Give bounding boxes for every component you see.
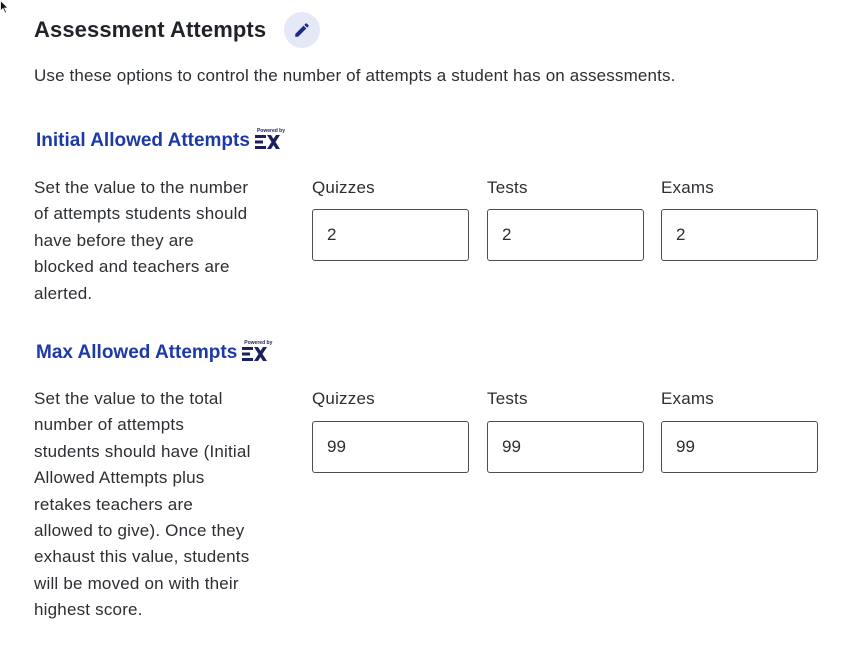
badge-caption: Powered by bbox=[256, 128, 286, 134]
section-title: Max Allowed Attempts bbox=[36, 342, 238, 363]
initial-exams-input[interactable] bbox=[661, 209, 818, 261]
ex-logo-icon bbox=[255, 128, 286, 152]
page-title: Assessment Attempts bbox=[34, 17, 267, 42]
initial-attempts-description: Set the value to the number of attempts students should have before they are blocked and teachers are alerted. bbox=[34, 178, 249, 303]
max-tests-input[interactable] bbox=[487, 421, 644, 473]
max-quizzes-label: Quizzes bbox=[312, 389, 375, 408]
ex-logo-icon bbox=[242, 340, 273, 364]
initial-attempts-heading bbox=[36, 128, 286, 152]
max-attempts-description: Set the value to the total number of attempts students should have (Initial Allowed Attempts plus retakes teachers are allowed to give). Once they exhaust this value, students will be moved on with their highest score. bbox=[34, 389, 251, 620]
max-tests-label: Tests bbox=[487, 389, 528, 408]
initial-quizzes-input[interactable] bbox=[312, 209, 469, 261]
initial-tests-label: Tests bbox=[487, 178, 528, 197]
badge-caption: Powered by bbox=[244, 340, 273, 346]
page-header bbox=[34, 12, 320, 48]
initial-quizzes-label: Quizzes bbox=[312, 178, 375, 197]
max-exams-label: Exams bbox=[661, 389, 714, 408]
mouse-cursor-icon bbox=[0, 0, 10, 14]
section-title: Initial Allowed Attempts bbox=[36, 130, 250, 151]
pencil-icon bbox=[293, 21, 311, 39]
initial-tests-input[interactable] bbox=[487, 209, 644, 261]
initial-exams-label: Exams bbox=[661, 178, 714, 197]
intro-text: Use these options to control the number of attempts a student has on assessments. bbox=[34, 66, 676, 85]
max-attempts-heading bbox=[36, 340, 273, 364]
edit-button[interactable] bbox=[284, 12, 320, 48]
max-quizzes-input[interactable] bbox=[312, 421, 469, 473]
max-exams-input[interactable] bbox=[661, 421, 818, 473]
